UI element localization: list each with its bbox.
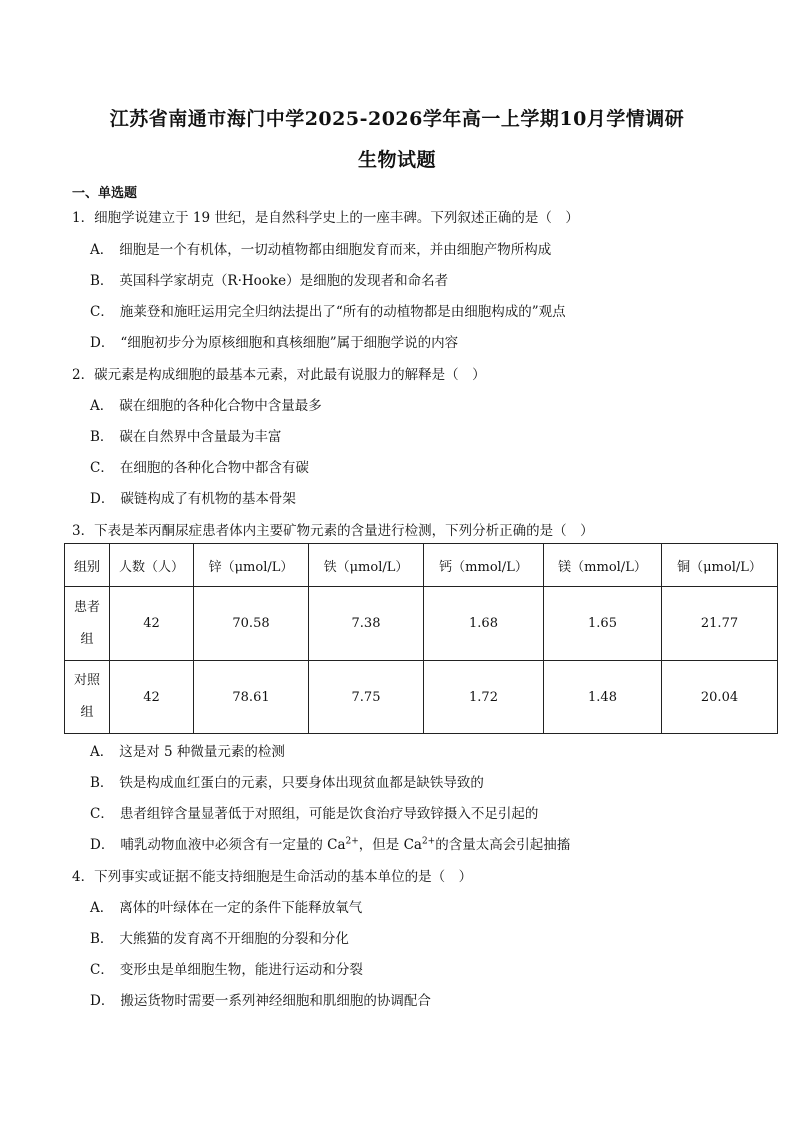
superscript: 2+ xyxy=(345,836,359,847)
option-text: 碳在细胞的各种化合物中含量最多 xyxy=(119,398,322,414)
option-label: A． xyxy=(90,744,114,760)
table-header-cell: 镁（mmol/L） xyxy=(544,544,662,587)
group-label-line: 患者 xyxy=(73,599,100,615)
table-row xyxy=(65,587,778,661)
option-label: A． xyxy=(90,242,114,258)
option-text: 这是对 5 种微量元素的检测 xyxy=(119,744,285,760)
option-label: A． xyxy=(90,398,114,414)
exam-title: 江苏省南通市海门中学2025-2026学年高一上学期10月学情调研 xyxy=(109,108,685,130)
table-cell: 42 xyxy=(110,587,194,661)
question-1-stem xyxy=(72,206,579,226)
question-text: 碳元素是构成细胞的最基本元素，对此最有说服力的解释是（ ） xyxy=(94,367,486,383)
group-cell xyxy=(65,661,110,734)
question-1-option-a xyxy=(90,238,551,258)
option-label: C． xyxy=(90,962,114,978)
table-cell: 21.77 xyxy=(662,587,778,661)
option-text: “细胞初步分为原核细胞和真核细胞”属于细胞学说的内容 xyxy=(120,335,459,351)
table-cell: 7.38 xyxy=(309,587,424,661)
table-header-cell: 人数（人） xyxy=(110,544,194,587)
table-cell: 7.75 xyxy=(309,661,424,734)
option-text: 大熊猫的发育离不开细胞的分裂和分化 xyxy=(119,931,349,947)
question-2-option-d xyxy=(90,487,296,507)
question-3-option-c xyxy=(90,802,538,822)
option-label: B． xyxy=(90,931,114,947)
option-text: 碳在自然界中含量最为丰富 xyxy=(119,429,282,445)
table-cell: 70.58 xyxy=(194,587,309,661)
option-text: 铁是构成血红蛋白的元素，只要身体出现贫血都是缺铁导致的 xyxy=(119,775,484,791)
superscript: 2+ xyxy=(421,836,436,847)
question-text: 下表是苯丙酮尿症患者体内主要矿物元素的含量进行检测，下列分析正确的是（ ） xyxy=(94,523,594,539)
option-text-part: ，但是 Ca xyxy=(358,837,422,853)
question-1-option-d xyxy=(90,331,458,351)
question-4-option-b xyxy=(90,927,349,947)
question-3-option-d xyxy=(90,833,570,853)
table-cell: 1.68 xyxy=(424,587,544,661)
table-cell: 78.61 xyxy=(194,661,309,734)
option-text: 碳链构成了有机物的基本骨架 xyxy=(120,491,296,507)
option-label: B． xyxy=(90,273,114,289)
table-cell: 1.72 xyxy=(424,661,544,734)
option-text: 英国科学家胡克（R·Hooke）是细胞的发现者和命名者 xyxy=(119,273,449,289)
question-2-option-a xyxy=(90,394,322,414)
question-text: 下列事实或证据不能支持细胞是生命活动的基本单位的是（ ） xyxy=(94,869,473,885)
exam-subtitle: 生物试题 xyxy=(357,149,436,171)
group-label-line: 对照 xyxy=(73,673,100,688)
question-2-stem xyxy=(72,363,486,383)
question-2-option-b xyxy=(90,425,281,445)
option-text: 变形虫是单细胞生物，能进行运动和分裂 xyxy=(119,962,363,978)
question-text: 细胞学说建立于 19 世纪，是自然科学史上的一座丰碑。下列叙述正确的是（ ） xyxy=(94,210,579,226)
table-header-cell: 铜（μmol/L） xyxy=(662,544,778,587)
question-1-option-b xyxy=(90,269,448,289)
option-label: A． xyxy=(90,900,114,916)
table-header-cell: 锌（μmol/L） xyxy=(194,544,309,587)
option-label: D． xyxy=(90,491,115,507)
option-text: 在细胞的各种化合物中都含有碳 xyxy=(119,460,309,476)
question-4-option-a xyxy=(90,896,362,916)
question-4-option-d xyxy=(90,989,431,1009)
table-header-row xyxy=(65,544,778,587)
group-cell xyxy=(65,587,110,661)
group-label-line: 组 xyxy=(80,631,94,647)
table-header-cell: 钙（mmol/L） xyxy=(424,544,544,587)
table-header-cell: 铁（μmol/L） xyxy=(309,544,424,587)
table-cell: 1.48 xyxy=(544,661,662,734)
question-2-option-c xyxy=(90,456,309,476)
option-label: B． xyxy=(90,429,114,445)
option-text: 离体的叶绿体在一定的条件下能释放氧气 xyxy=(119,900,363,916)
question-number: 1． xyxy=(72,210,95,226)
question-number: 2． xyxy=(72,367,95,383)
table-cell: 20.04 xyxy=(662,661,778,734)
question-number: 4． xyxy=(72,869,95,885)
option-text: 患者组锌含量显著低于对照组，可能是饮食治疗导致锌摄入不足引起的 xyxy=(119,806,539,822)
option-text: 搬运货物时需要一系列神经细胞和肌细胞的协调配合 xyxy=(120,993,431,1009)
option-label: C． xyxy=(90,806,114,822)
option-text: 施莱登和施旺运用完全归纳法提出了“所有的动植物都是由细胞构成的”观点 xyxy=(119,304,566,320)
question-3-option-b xyxy=(90,771,484,791)
group-label-line: 组 xyxy=(80,705,94,720)
option-text-part: 哺乳动物血液中必须含有一定量的 Ca xyxy=(120,837,346,853)
option-label: D． xyxy=(90,335,115,351)
question-3-option-a xyxy=(90,740,285,760)
option-label: D． xyxy=(90,837,115,853)
question-3-stem xyxy=(72,519,594,539)
question-1-option-c xyxy=(90,300,566,320)
table-cell: 42 xyxy=(110,661,194,734)
option-text: 细胞是一个有机体，一切动植物都由细胞发育而来，并由细胞产物所构成 xyxy=(119,242,552,258)
option-text-part: 的含量太高会引起抽搐 xyxy=(435,837,571,853)
option-label: B． xyxy=(90,775,114,791)
option-label: D． xyxy=(90,993,115,1009)
question-4-option-c xyxy=(90,958,363,978)
question-number: 3． xyxy=(72,523,95,539)
mineral-content-table xyxy=(64,543,778,734)
table-cell: 1.65 xyxy=(544,587,662,661)
option-label: C． xyxy=(90,304,114,320)
question-4-stem xyxy=(72,865,472,885)
table-row xyxy=(65,661,778,734)
section-heading: 一、单选题 xyxy=(72,186,138,201)
option-label: C． xyxy=(90,460,114,476)
table-header-cell: 组别 xyxy=(65,544,110,587)
